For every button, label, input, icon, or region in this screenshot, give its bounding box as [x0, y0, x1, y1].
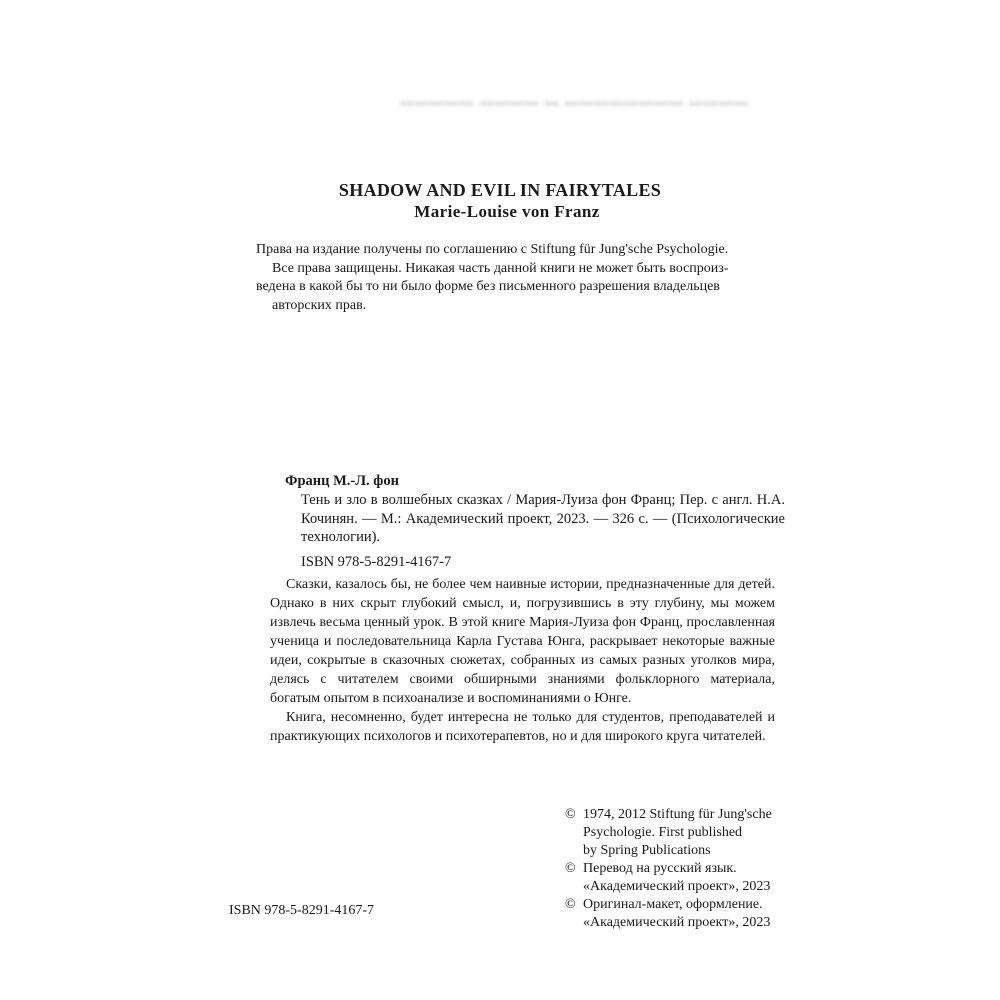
catalog-body: Тень и зло в волшебных сказках / Мария-Луиза фон Франц; Пер. с англ. Н.А. Кочинян. — М.: Академический проект, 2023. — 326 с. — (Психологические технологии).	[301, 491, 785, 546]
rights-line: авторских прав.	[272, 297, 367, 313]
book-title: SHADOW AND EVIL IN FAIRYTALES	[338, 180, 662, 200]
catalog-record	[285, 472, 785, 572]
rights-line: ведена в какой бы то ни было форме без письменного разрешения владельцев	[256, 279, 720, 294]
abstract	[270, 575, 775, 746]
catalog-isbn: ISBN 978-5-8291-4167-7	[301, 554, 452, 571]
book-author: Marie-Louise von Franz	[414, 202, 600, 221]
isbn-bottom: ISBN 978-5-8291-4167-7	[229, 903, 375, 918]
rights-line: Все права защищены. Никакая часть данной книги не может быть воспроиз-	[272, 260, 729, 276]
copyright-line: Оригинал-макет, оформление.	[583, 897, 763, 912]
copyright-line: by Spring Publications	[583, 843, 711, 858]
copyright-symbol: ©	[565, 897, 576, 912]
copyright-line: Psychologie. First published	[583, 825, 743, 840]
copyright-symbol: ©	[565, 807, 576, 822]
rights-line: Права на издание получены по соглашению с Stiftung für Jung'sche Psychologie.	[256, 242, 729, 257]
copyright-symbol: ©	[565, 861, 576, 876]
copyright-line: 1974, 2012 Stiftung für Jung'sche	[583, 807, 772, 822]
copyright-item	[565, 860, 795, 896]
copyright-block	[565, 806, 795, 932]
abstract-paragraph: Сказки, казалось бы, не более чем наивные истории, предназначенные для детей. Однако в них скрыт глубокий смысл, и, погрузившись в эту глубину, мы можем извлечь весьма ценный урок. В этой книге Мария-Луиза фон Франц, прославленная ученица и последовательница Карла Густава Юнга, раскрывает некоторые важные идеи, сокрытые в сказочных сюжетах, собранных из самых разных уголков мира, делясь с читателем своими обширными знаниями фольклорного материала, богатым опытом в психоанализе и воспоминаниями о Юнге.	[270, 577, 775, 706]
catalog-heading: Франц М.-Л. фон	[285, 473, 399, 489]
copyright-line: Перевод на русский язык.	[583, 861, 737, 876]
copyright-line: «Академический проект», 2023	[583, 915, 771, 930]
abstract-paragraph: Книга, несомненно, будет интересна не только для студентов, преподавателей и практикующих психологов и психотерапевтов, но и для широкого круга читателей.	[270, 710, 775, 744]
copyright-item	[565, 896, 795, 932]
bleed-through-text: ▂▂▂▂▂ ▂▂▂▂ ▂ ▂▂▂▂▂▂▂▂ ▂▂▂▂	[400, 86, 749, 106]
rights-notice	[256, 241, 746, 315]
copyright-item	[565, 806, 795, 860]
copyright-line: «Академический проект», 2023	[583, 879, 771, 894]
